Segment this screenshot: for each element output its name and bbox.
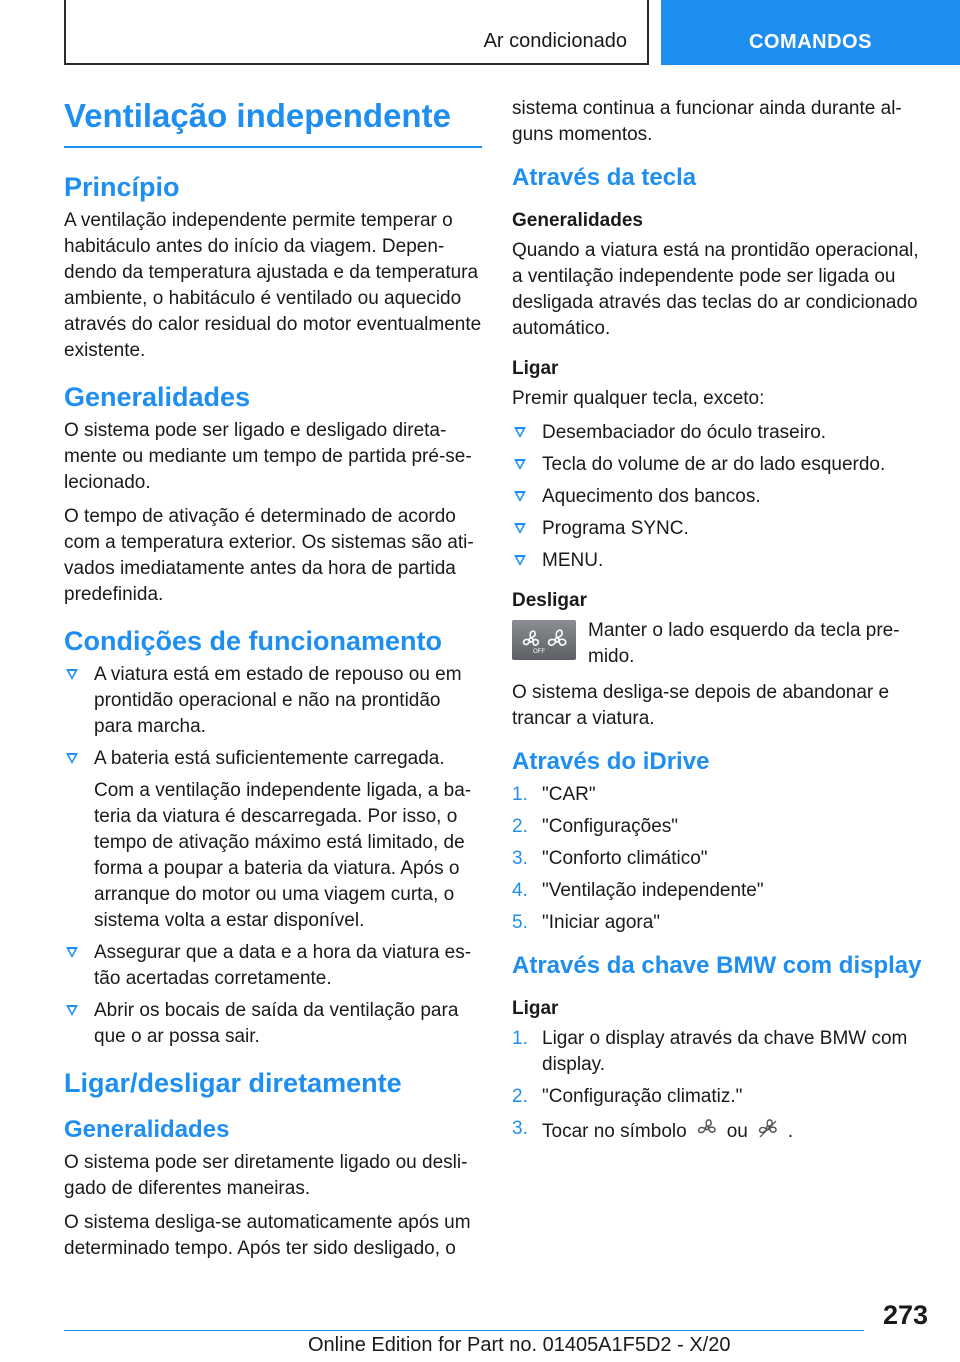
triangle-bullet-icon bbox=[514, 459, 526, 470]
heading-general: Generalidades bbox=[64, 382, 251, 412]
header-section-label: Ar condicionado bbox=[483, 30, 627, 52]
fan-off-icon bbox=[756, 1116, 780, 1148]
continued-text: sistema continua a funcionar ainda durante alguns momentos. bbox=[512, 98, 902, 145]
general-text-2: O tempo de ativação é determinado de acordo com a temperatura exterior. Os sistemas são ativados imediatamente antes da hora de partida predefinida. bbox=[64, 506, 474, 605]
heading-via-display-key: Através da chave BMW com display bbox=[512, 952, 922, 979]
list-item: 1. Ligar o display através da chave BMW com display. bbox=[512, 1028, 908, 1075]
list-item: Desembaciador do óculo traseiro. bbox=[512, 420, 922, 446]
triangle-bullet-icon bbox=[514, 523, 526, 534]
display-key-steps bbox=[512, 1026, 922, 1148]
triangle-bullet-icon bbox=[514, 427, 526, 438]
triangle-bullet-icon bbox=[66, 753, 78, 764]
heading-principle: Princípio bbox=[64, 172, 180, 202]
list-item: Assegurar que a data e a hora da viatura estão acertadas corretamente. bbox=[64, 940, 482, 992]
triangle-bullet-icon bbox=[514, 555, 526, 566]
key-general-text: Quando a viatura está na prontidão operacional, a ventilação independente pode ser ligada ou desligada através das teclas do ar condicionado automático. bbox=[512, 240, 919, 339]
right-column bbox=[512, 96, 922, 1156]
exceptions-list bbox=[512, 420, 922, 574]
header-section-box bbox=[64, 0, 649, 65]
triangle-bullet-icon bbox=[514, 491, 526, 502]
list-item: A viatura está em estado de repouso ou em prontidão operacional e não na prontidão para marcha. bbox=[64, 662, 482, 740]
header-tab bbox=[661, 0, 960, 65]
footer-divider bbox=[64, 1330, 864, 1331]
list-item: Abrir os bocais de saída da ventilação para que o ar possa sair. bbox=[64, 998, 482, 1050]
triangle-bullet-icon bbox=[66, 669, 78, 680]
list-item: Aquecimento dos bancos. bbox=[512, 484, 922, 510]
list-item: 2. "Configuração climatiz." bbox=[512, 1086, 743, 1107]
heading-conditions: Condições de funcionamento bbox=[64, 626, 443, 656]
list-item: 2. "Configurações" bbox=[512, 816, 679, 837]
label-on: Ligar bbox=[512, 358, 559, 379]
key-off-text: Manter o lado esquerdo da tecla premido. bbox=[588, 620, 900, 667]
list-item: A bateria está suficientemente carregada. Com a ventilação independente ligada, a bateria da viatura é descarregada. Por isso, o tempo de ativação máximo está limitado, de forma a poupar a bateria da viatura. Após o arranque do motor ou uma viagem curta, o sistema volta a estar disponível. bbox=[64, 746, 482, 934]
label-key-general: Generalidades bbox=[512, 210, 643, 231]
fan-icon bbox=[695, 1116, 719, 1148]
general-text-1: O sistema pode ser ligado e desligado diretamente ou mediante um tempo de partida pré-selecionado. bbox=[64, 420, 472, 493]
key-off-after: O sistema desliga-se depois de abandonar e trancar a viatura. bbox=[512, 682, 890, 729]
heading-via-key: Através da tecla bbox=[512, 164, 697, 191]
triangle-bullet-icon bbox=[66, 1005, 78, 1016]
list-item: 3. "Conforto climático" bbox=[512, 848, 708, 869]
header-tab-label: COMANDOS bbox=[749, 31, 872, 53]
page-number: 273 bbox=[882, 1300, 928, 1330]
heading-direct: Ligar/desligar diretamente bbox=[64, 1068, 402, 1098]
list-item: 5. "Iniciar agora" bbox=[512, 912, 661, 933]
direct-text-1: O sistema pode ser diretamente ligado ou desligado de diferentes maneiras. bbox=[64, 1152, 468, 1199]
idrive-steps bbox=[512, 782, 922, 936]
footer-edition: Online Edition for Part no. 01405A1F5D2 - X/20 bbox=[308, 1334, 731, 1356]
list-item: MENU. bbox=[512, 548, 922, 574]
off-key-row bbox=[512, 618, 922, 670]
principle-text: A ventilação independente permite temperar o habitáculo antes do início da viagem. Dependendo da temperatura ajustada e da temperatura ambiente, o habitáculo é ventilado ou aquecido através do calor residual do motor eventualmente existente. bbox=[64, 210, 482, 361]
conditions-list bbox=[64, 662, 482, 1050]
triangle-bullet-icon bbox=[66, 947, 78, 958]
subheading-direct-general: Generalidades bbox=[64, 1116, 230, 1143]
list-item: 1. "CAR" bbox=[512, 784, 596, 805]
battery-note: Com a ventilação independente ligada, a bateria da viatura é descarregada. Por isso, o tempo de ativação máximo está limitado, de forma a poupar a bateria da viatura. Após o arranque do motor ou uma viagem curta, o sistema volta a estar disponível. bbox=[94, 780, 472, 931]
page-title: Ventilação independente bbox=[64, 96, 482, 148]
list-item: Programa SYNC. bbox=[512, 516, 922, 542]
label-display-on: Ligar bbox=[512, 998, 559, 1019]
fan-off-key-icon bbox=[512, 620, 576, 660]
direct-text-2: O sistema desliga-se automaticamente após um determinado tempo. Após ter sido desligado, o bbox=[64, 1212, 471, 1259]
heading-via-idrive: Através do iDrive bbox=[512, 748, 710, 775]
key-on-text: Premir qualquer tecla, exceto: bbox=[512, 388, 765, 409]
list-item: Tecla do volume de ar do lado esquerdo. bbox=[512, 452, 922, 478]
svg-text:OFF: OFF bbox=[533, 649, 545, 655]
label-off: Desligar bbox=[512, 590, 587, 611]
list-item: 4. "Ventilação independente" bbox=[512, 880, 764, 901]
list-item: 3. Tocar no símbolo ou . bbox=[512, 1116, 922, 1148]
left-column bbox=[64, 96, 482, 1270]
